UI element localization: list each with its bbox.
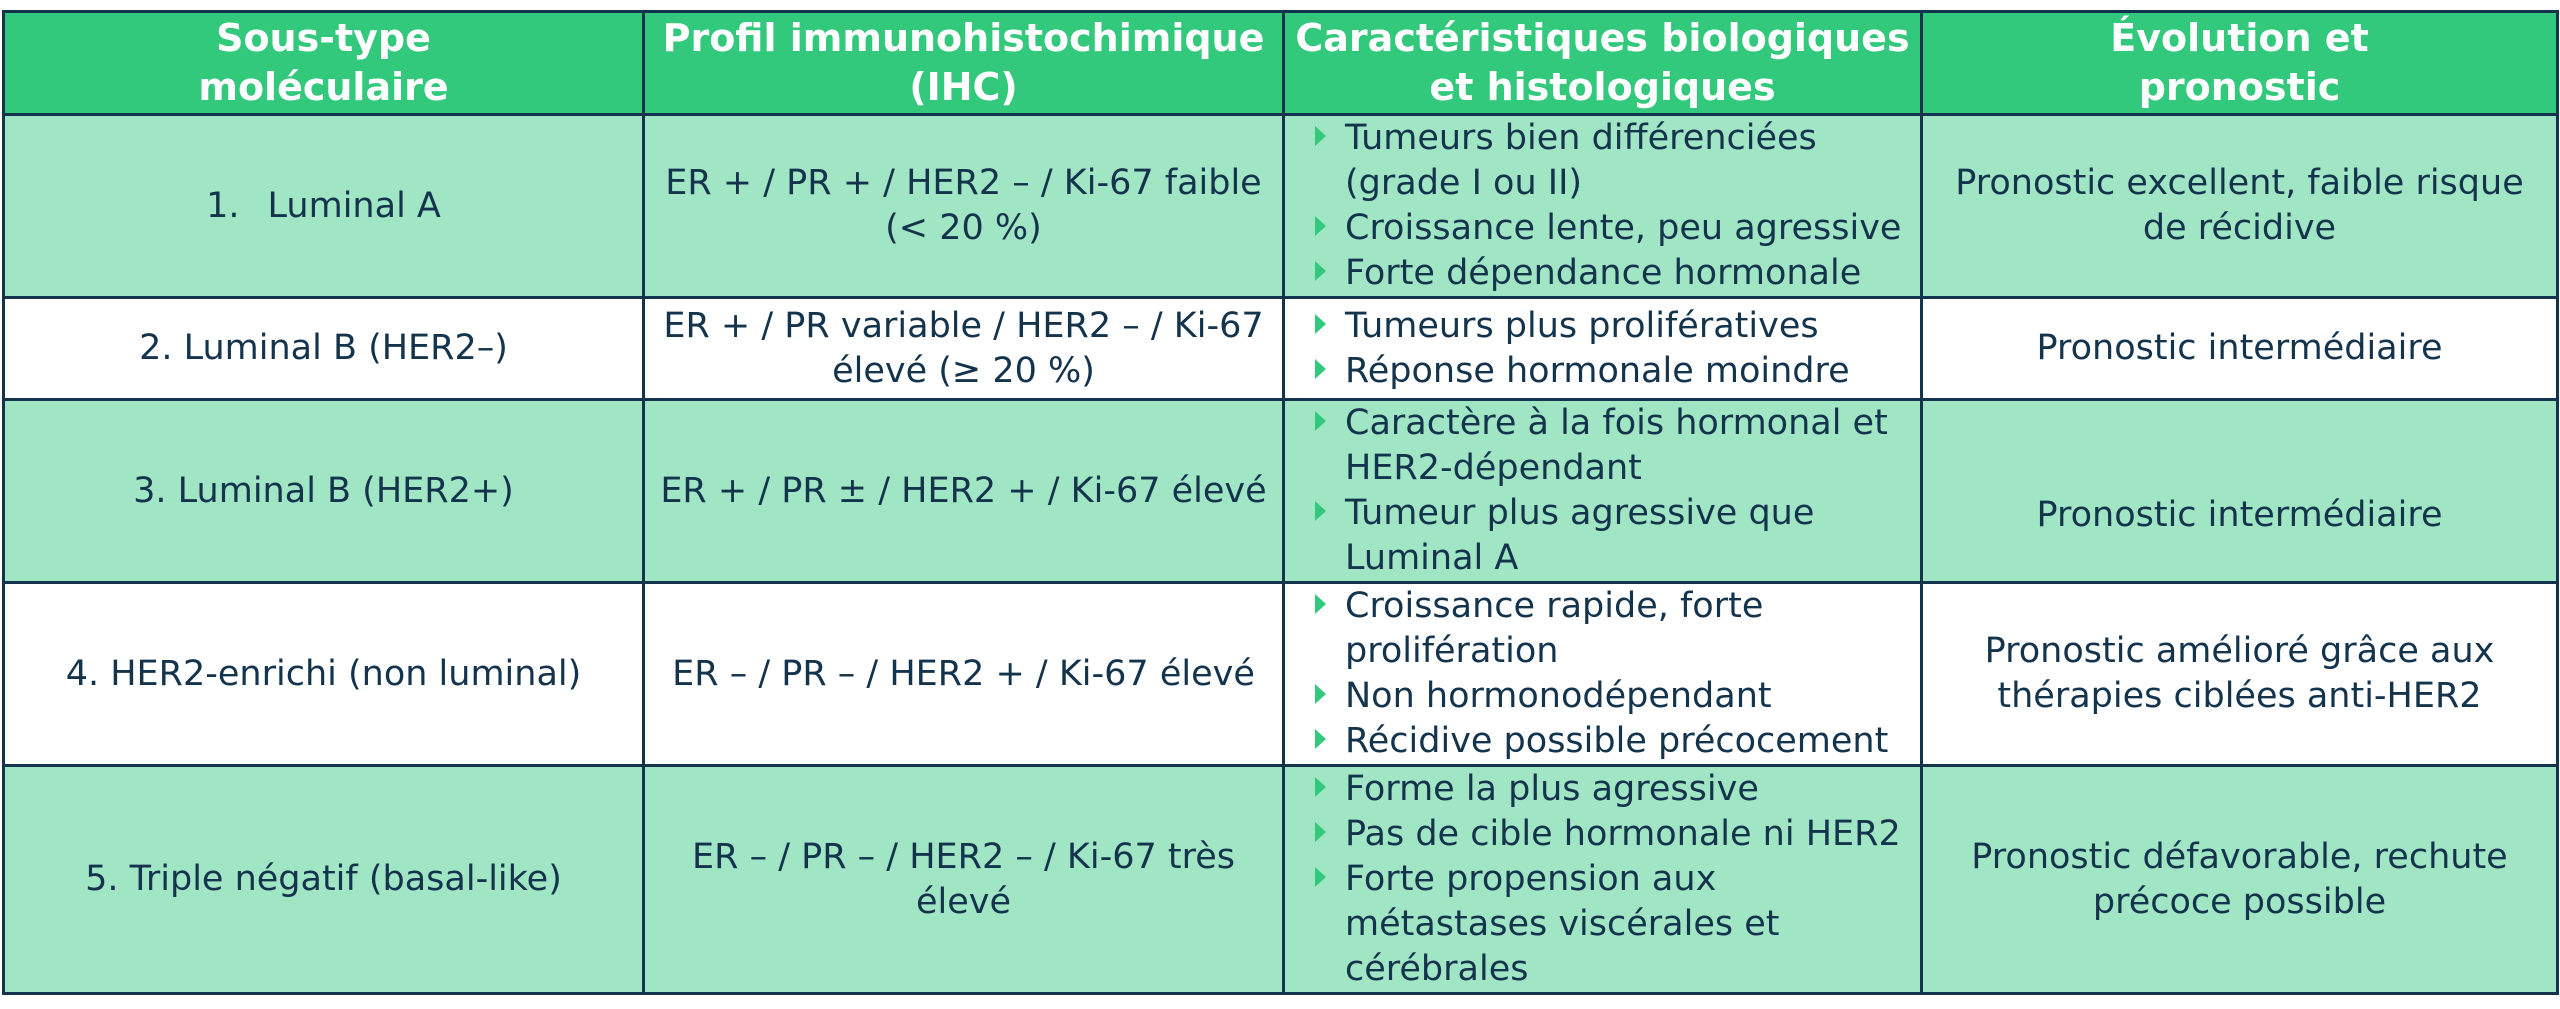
header-subtype: Sous-type moléculaire — [4, 12, 644, 115]
feature-item: Pas de cible hormonale ni HER2 — [1311, 812, 1910, 857]
ihc-cell: ER + / PR ± / HER2 + / Ki-67 élevé — [644, 400, 1284, 583]
feature-item: Croissance rapide, forte prolifération — [1311, 584, 1910, 674]
prognosis-cell: Pronostic excellent, faible risque de récidive — [1922, 115, 2558, 298]
feature-item: Tumeurs plus prolifératives — [1311, 304, 1910, 349]
subtype-cell: 4. HER2-enrichi (non luminal) — [4, 583, 644, 766]
ihc-cell: ER – / PR – / HER2 – / Ki-67 très élevé — [644, 766, 1284, 994]
table-row — [4, 583, 2558, 766]
features-cell — [1284, 400, 1922, 583]
feature-item: Croissance lente, peu agressive — [1311, 206, 1910, 251]
feature-item: Réponse hormonale moindre — [1311, 349, 1910, 394]
ihc-cell: ER + / PR + / HER2 – / Ki-67 faible (< 20 %) — [644, 115, 1284, 298]
table-row — [4, 400, 2558, 583]
header-row — [4, 12, 2558, 115]
features-list — [1311, 767, 1910, 992]
feature-item: Forme la plus agressive — [1311, 767, 1910, 812]
molecular-subtypes-table — [2, 10, 2559, 995]
features-list — [1311, 304, 1910, 394]
feature-item: Non hormonodépendant — [1311, 674, 1910, 719]
row-number: 1. — [206, 185, 240, 226]
subtype-label: Luminal A — [267, 185, 441, 226]
features-cell — [1284, 115, 1922, 298]
features-list — [1311, 401, 1910, 581]
ihc-cell: ER – / PR – / HER2 + / Ki-67 élevé — [644, 583, 1284, 766]
features-cell — [1284, 298, 1922, 400]
subtype-cell — [4, 115, 644, 298]
feature-item: Caractère à la fois hormonal et HER2-dépendant — [1311, 401, 1910, 491]
header-ihc: Profil immunohistochimique (IHC) — [644, 12, 1284, 115]
feature-item: Forte propension aux métastases viscérales et cérébrales — [1311, 857, 1910, 992]
prognosis-cell: Pronostic défavorable, rechute précoce possible — [1922, 766, 2558, 994]
prognosis-cell: Pronostic intermédiaire — [1922, 298, 2558, 400]
header-prognosis: Évolution et pronostic — [1922, 12, 2558, 115]
features-list — [1311, 116, 1910, 296]
table-row — [4, 298, 2558, 400]
feature-item: Forte dépendance hormonale — [1311, 251, 1910, 296]
feature-item: Tumeur plus agressive que Luminal A — [1311, 491, 1910, 581]
ihc-cell: ER + / PR variable / HER2 – / Ki-67 élevé (≥ 20 %) — [644, 298, 1284, 400]
header-features: Caractéristiques biologiques et histologiques — [1284, 12, 1922, 115]
features-list — [1311, 584, 1910, 764]
subtype-cell: 5. Triple négatif (basal-like) — [4, 766, 644, 994]
subtype-cell: 2. Luminal B (HER2–) — [4, 298, 644, 400]
prognosis-cell: Pronostic amélioré grâce aux thérapies ciblées anti-HER2 — [1922, 583, 2558, 766]
feature-item: Tumeurs bien différenciées (grade I ou II) — [1311, 116, 1910, 206]
feature-item: Récidive possible précocement — [1311, 719, 1910, 764]
subtype-cell: 3. Luminal B (HER2+) — [4, 400, 644, 583]
features-cell — [1284, 766, 1922, 994]
features-cell — [1284, 583, 1922, 766]
prognosis-cell: Pronostic intermédiaire — [1922, 400, 2558, 583]
table-row — [4, 766, 2558, 994]
table-row — [4, 115, 2558, 298]
